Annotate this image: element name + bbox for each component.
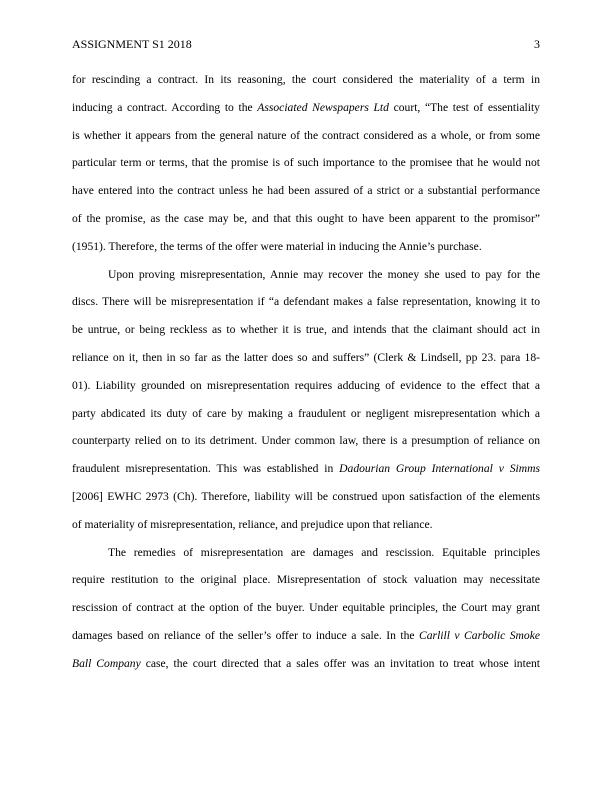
- text-run: rescission of contract at the option of the buyer. Under equitable principles, the Court may grant: [72, 601, 540, 615]
- text-line: [72, 205, 540, 233]
- text-run: fraudulent misrepresentation. This was established in: [72, 462, 340, 476]
- text-run: reliance on it, then in so far as the latter does so and suffers” (Clerk & Lindsell, pp 23. para 18-: [72, 350, 540, 364]
- text-line: [72, 400, 540, 428]
- text-run: be untrue, or being reckless as to whether it is true, and intends that the claimant should act in: [72, 323, 540, 337]
- case-citation: Ball Company: [72, 656, 141, 670]
- page-header: [72, 37, 540, 51]
- paragraph-2: [72, 261, 540, 539]
- page-number: 3: [534, 37, 540, 51]
- text-line: [72, 177, 540, 205]
- text-line: [72, 94, 540, 122]
- text-line: [72, 594, 540, 622]
- text-line: [72, 122, 540, 150]
- text-run: The remedies of misrepresentation are damages and rescission. Equitable principles: [108, 545, 540, 559]
- text-run: counterparty relied on to its detriment. Under common law, there is a presumption of reliance on: [72, 434, 540, 448]
- text-run: court, “The test of essentiality: [388, 100, 540, 114]
- text-run: Upon proving misrepresentation, Annie may recover the money she used to pay for the: [108, 267, 540, 281]
- text-run: 01). Liability grounded on misrepresentation requires adducing of evidence to the effect that a: [72, 378, 540, 392]
- text-run: discs. There will be misrepresentation if “a defendant makes a false representation, knowing it to: [72, 295, 540, 309]
- text-line: [72, 261, 540, 289]
- text-run: for rescinding a contract. In its reasoning, the court considered the materiality of a term in: [72, 73, 540, 86]
- paragraph-1: [72, 66, 540, 261]
- text-line: [72, 149, 540, 177]
- text-line: [72, 344, 540, 372]
- text-run: of the promise, as the case may be, and that this ought to have been apparent to the promisor”: [72, 211, 540, 225]
- text-line: [72, 427, 540, 455]
- document-body: [72, 66, 540, 678]
- case-citation: Associated Newspapers Ltd: [257, 100, 389, 114]
- text-line: [72, 566, 540, 594]
- text-run: of materiality of misrepresentation, reliance, and prejudice upon that reliance.: [72, 517, 433, 531]
- text-run: case, the court directed that a sales offer was an invitation to treat whose intent: [140, 656, 540, 670]
- text-line: [72, 316, 540, 344]
- text-line: [72, 372, 540, 400]
- text-line: [72, 455, 540, 483]
- text-line: [72, 233, 540, 261]
- text-run: particular term or terms, that the promise is of such importance to the promisee that he would not: [72, 156, 540, 170]
- text-run: [2006] EWHC 2973 (Ch). Therefore, liability will be construed upon satisfaction of the elements: [72, 489, 540, 503]
- text-line: [72, 539, 540, 567]
- text-line: [72, 288, 540, 316]
- text-line: [72, 622, 540, 650]
- text-run: inducing a contract. According to the: [72, 100, 258, 114]
- running-head: ASSIGNMENT S1 2018: [72, 37, 192, 51]
- text-run: (1951). Therefore, the terms of the offer were material in inducing the Annie’s purchase.: [72, 239, 482, 253]
- text-run: party abdicated its duty of care by making a fraudulent or negligent misrepresentation which a: [72, 406, 540, 420]
- paragraph-3: [72, 539, 540, 678]
- text-line: [72, 483, 540, 511]
- text-line: [72, 66, 540, 94]
- text-run: require restitution to the original place. Misrepresentation of stock valuation may necessitate: [72, 573, 540, 587]
- text-run: damages based on reliance of the seller’s offer to induce a sale. In the: [72, 628, 420, 642]
- text-run: is whether it appears from the general nature of the contract considered as a whole, or from some: [72, 128, 540, 142]
- text-line: [72, 511, 540, 539]
- case-citation: Carlill v Carbolic Smoke: [419, 628, 540, 642]
- text-line: [72, 650, 540, 678]
- case-citation: Dadourian Group International v Simms: [339, 462, 540, 476]
- text-run: have entered into the contract unless he had been assured of a strict or a substantial performance: [72, 184, 540, 198]
